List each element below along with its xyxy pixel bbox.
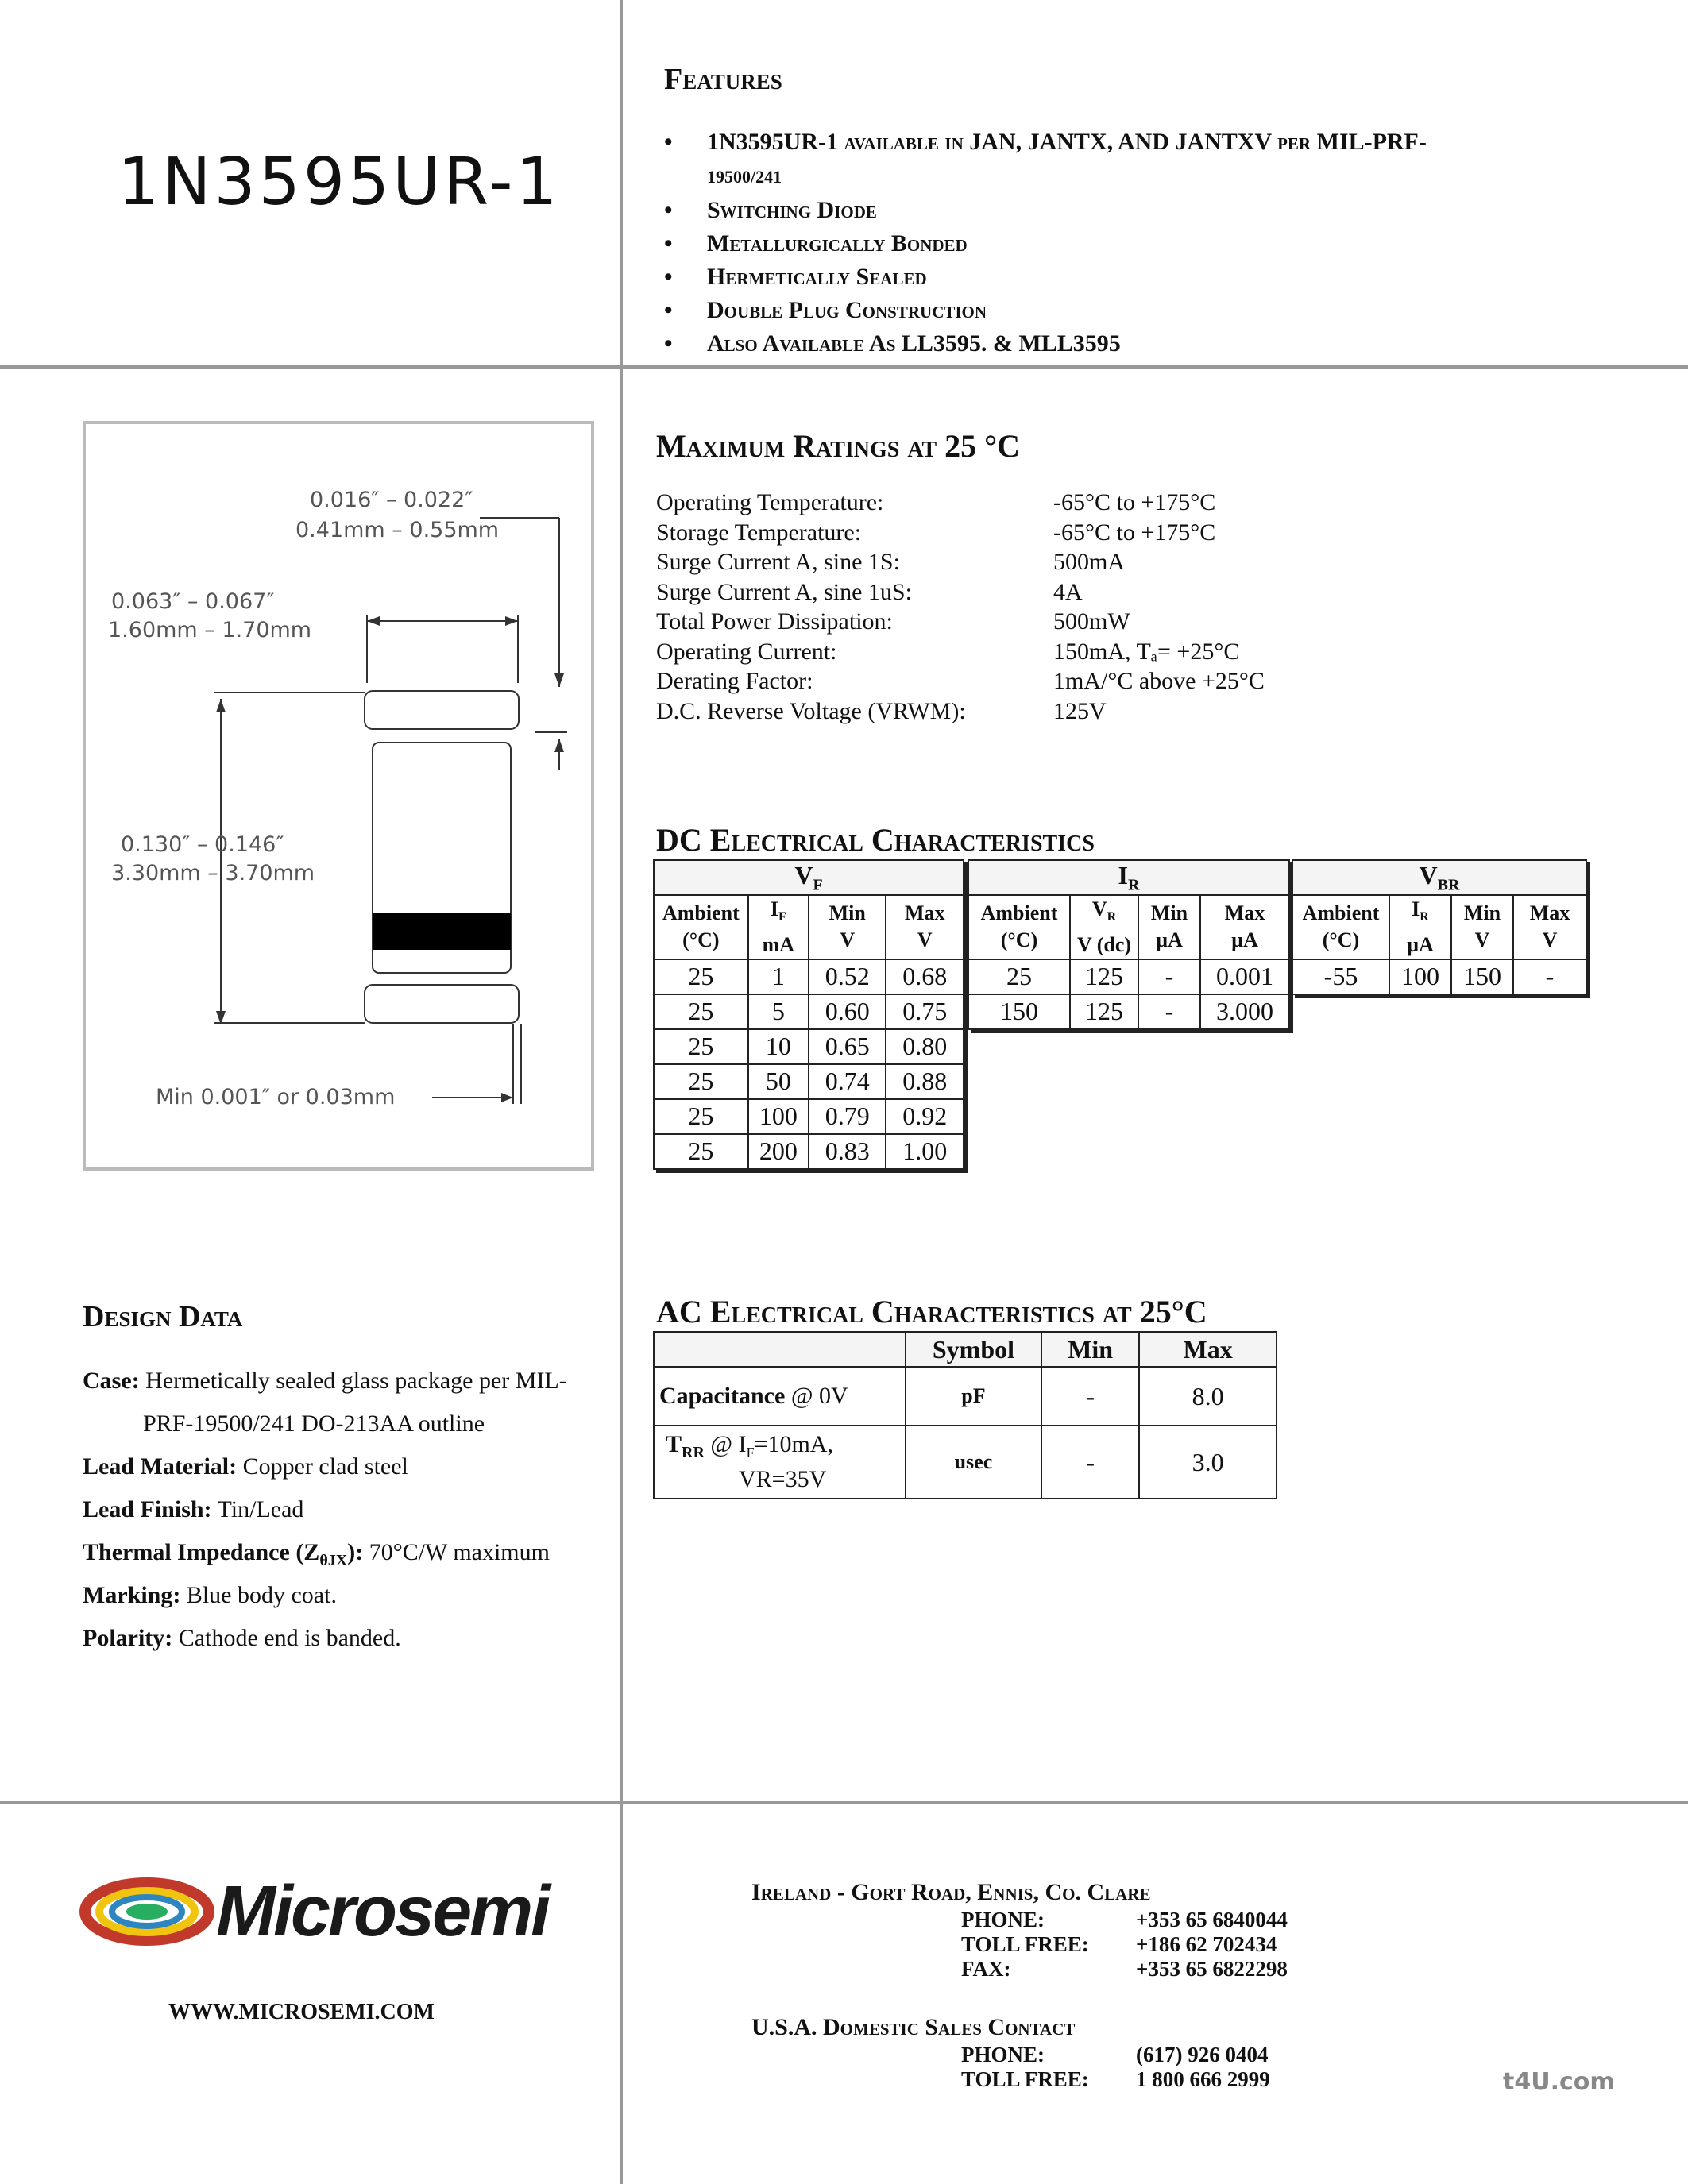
table-cell: 25 (654, 1029, 748, 1064)
col-max: Max V (886, 895, 964, 959)
table-cell: - (1513, 959, 1586, 994)
design-case-cont: PRF-19500/241 DO-213AA outline (143, 1410, 485, 1437)
feature-item: • Hermetically Sealed (664, 260, 1617, 294)
contact-label: FAX: (961, 1957, 1011, 1981)
table-cell: 0.65 (809, 1029, 886, 1064)
design-lead-finish: Lead Finish: Tin/Lead (83, 1496, 304, 1522)
table-cell: 0.68 (886, 959, 964, 994)
rating-value: 125V (1053, 697, 1107, 724)
table-row (654, 1134, 964, 1169)
table-cell: 1 (748, 959, 809, 994)
table-row (654, 994, 964, 1029)
rating-value: -65°C to +175°C (1053, 519, 1216, 546)
microsemi-logo-icon (79, 1868, 214, 1955)
table-row (1292, 959, 1586, 994)
rating-label: Operating Temperature: (656, 489, 884, 515)
dim-lead-mm: 0.41mm – 0.55mm (295, 518, 500, 542)
rating-label: Surge Current A, sine 1S: (656, 549, 900, 575)
rating-label: Surge Current A, sine 1uS: (656, 578, 912, 605)
ireland-title: Ireland - Gort Road, Ennis, Co. Clare (751, 1879, 1151, 1905)
design-title: Design Data (83, 1300, 243, 1333)
table-cell: 25 (654, 1099, 748, 1134)
table-cell: 150 (968, 994, 1070, 1029)
rating-value: -65°C to +175°C (1053, 489, 1216, 515)
table-cell: 5 (748, 994, 809, 1029)
table-cell: 3.000 (1200, 994, 1289, 1029)
rating-value: 150mA, Tₐ= +25°C (1053, 638, 1240, 665)
rating-label: D.C. Reverse Voltage (VRWM): (656, 697, 966, 724)
col-min: Min V (1451, 895, 1513, 959)
ac-min: - (1041, 1367, 1139, 1426)
dc-title: DC Electrical Characteristics (656, 822, 1095, 858)
table-row (654, 1099, 964, 1134)
rating-label: Total Power Dissipation: (656, 608, 893, 635)
part-number: 1N3595UR-1 (118, 145, 561, 220)
table-cell: - (1138, 959, 1200, 994)
col-if: $I_F$ mA (748, 895, 809, 959)
ratings-title: Maximum Ratings at 25 °C (656, 428, 1021, 464)
usa-title: U.S.A. Domestic Sales Contact (751, 2014, 1076, 2040)
rating-value: 500mA (1053, 549, 1125, 575)
contact-label: TOLL FREE: (961, 1932, 1089, 1956)
dim-gap: Min 0.001″ or 0.03mm (156, 1085, 396, 1109)
vertical-divider (620, 0, 623, 2184)
dim-len-in: 0.130″ – 0.146″ (121, 832, 284, 857)
rating-value: 1mA/°C above +25°C (1053, 668, 1265, 694)
ac-col-symbol: Symbol (906, 1332, 1041, 1367)
dim-dia-in: 0.063″ – 0.067″ (111, 589, 275, 614)
col-ambient: Ambient (°C) (968, 895, 1070, 959)
ac-symbol: usec (906, 1426, 1041, 1499)
table-cell: 125 (1070, 994, 1138, 1029)
table-row (654, 1064, 964, 1099)
contact-value: +186 62 702434 (1136, 1932, 1277, 1956)
table-cell: 25 (654, 1134, 748, 1169)
table-cell: 0.60 (809, 994, 886, 1029)
feature-item: • Metallurgically Bonded (664, 227, 1617, 260)
footer-divider (0, 1801, 1688, 1804)
table-cell: 25 (654, 994, 748, 1029)
contact-value: +353 65 6822298 (1136, 1957, 1288, 1981)
table-cell: - (1138, 994, 1200, 1029)
contact-value: +353 65 6840044 (1136, 1908, 1288, 1931)
rating-label: Operating Current: (656, 638, 837, 665)
table-cell: 0.001 (1200, 959, 1289, 994)
contact-label: TOLL FREE: (961, 2067, 1089, 2091)
ac-param-capacitance: Capacitance @ 0V (654, 1367, 906, 1426)
table-cell: 50 (748, 1064, 809, 1099)
ac-param-trr: $T_{RR}$ @ $I_F=10mA$, VR=35V (654, 1426, 906, 1499)
table-cell: 0.79 (809, 1099, 886, 1134)
contact-label: PHONE: (961, 1908, 1045, 1931)
vbr-table (1292, 859, 1587, 995)
feature-item: • Double Plug Construction (664, 294, 1617, 327)
table-cell: 25 (968, 959, 1070, 994)
ac-col-max: Max (1139, 1332, 1277, 1367)
header-divider (0, 365, 1688, 369)
table-cell: -55 (1292, 959, 1389, 994)
table-cell: 0.83 (809, 1134, 886, 1169)
table-cell: 0.74 (809, 1064, 886, 1099)
table-row (968, 959, 1289, 994)
feature-item: • Also Available As LL3595. & MLL3595 (664, 327, 1617, 361)
table-cell: 0.88 (886, 1064, 964, 1099)
table-cell: 10 (748, 1029, 809, 1064)
design-thermal: Thermal Impedance $(Z_{\theta JX})$: 70°C/W maximum (83, 1539, 550, 1569)
features-list (664, 125, 1617, 361)
features-title: Features (664, 63, 782, 96)
contact-value: (617) 926 0404 (1136, 2043, 1269, 2066)
ac-col-min: Min (1041, 1332, 1139, 1367)
col-min: Min V (809, 895, 886, 959)
table-cell: 200 (748, 1134, 809, 1169)
ac-max: 8.0 (1139, 1367, 1277, 1426)
watermark: t4U.com (1503, 2068, 1615, 2096)
rating-value: 500mW (1053, 608, 1130, 635)
ac-title: AC Electrical Characteristics at 25°C (656, 1294, 1207, 1329)
contact-value: 1 800 666 2999 (1136, 2067, 1270, 2091)
dim-dia-mm: 1.60mm – 1.70mm (108, 618, 312, 642)
table-cell: 125 (1070, 959, 1138, 994)
table-cell: 0.75 (886, 994, 964, 1029)
table-cell: 25 (654, 1064, 748, 1099)
col-max: Max V (1513, 895, 1586, 959)
col-max: Max µA (1200, 895, 1289, 959)
table-cell: 150 (1451, 959, 1513, 994)
dim-lead-in: 0.016″ – 0.022″ (310, 488, 473, 512)
vf-table (653, 859, 964, 1170)
ac-symbol: pF (906, 1367, 1041, 1426)
ir-table (968, 859, 1290, 1030)
col-ambient: Ambient (°C) (654, 895, 748, 959)
col-ir: $I_R$ µA (1389, 895, 1451, 959)
col-min: Min µA (1138, 895, 1200, 959)
design-case: Case: Hermetically sealed glass package per MIL- (83, 1368, 567, 1394)
design-lead-material: Lead Material: Copper clad steel (83, 1453, 408, 1480)
feature-item: • 1N3595UR-1 available in JAN, JANTX, AND JANTXV per MIL-PRF- 19500/241 (664, 125, 1617, 194)
design-marking: Marking: Blue body coat. (83, 1582, 337, 1608)
col-ambient: Ambient (°C) (1292, 895, 1389, 959)
ir-group-header: $I_R$ (968, 860, 1289, 895)
ac-min: - (1041, 1426, 1139, 1499)
table-cell: 0.92 (886, 1099, 964, 1134)
rating-value: 4A (1053, 578, 1083, 605)
table-cell: 25 (654, 959, 748, 994)
table-cell: 0.52 (809, 959, 886, 994)
table-cell: 0.80 (886, 1029, 964, 1064)
feature-item: • Switching Diode (664, 194, 1617, 227)
rating-label: Derating Factor: (656, 668, 813, 694)
ac-max: 3.0 (1139, 1426, 1277, 1499)
table-cell: 1.00 (886, 1134, 964, 1169)
table-cell: 100 (1389, 959, 1451, 994)
rating-label: Storage Temperature: (656, 519, 862, 546)
contact-label: PHONE: (961, 2043, 1045, 2066)
dim-len-mm: 3.30mm – 3.70mm (111, 861, 315, 886)
table-row (968, 994, 1289, 1029)
microsemi-logo-text: Microsemi (216, 1872, 549, 1951)
col-vr: $V_R$ V (dc) (1070, 895, 1138, 959)
table-row (654, 959, 964, 994)
vf-group-header: $V_F$ (654, 860, 964, 895)
vbr-group-header: $V_{BR}$ (1292, 860, 1586, 895)
ac-header-blank (654, 1332, 906, 1367)
table-cell: 100 (748, 1099, 809, 1134)
table-row (654, 1029, 964, 1064)
ac-table (653, 1331, 1277, 1499)
website-link[interactable]: WWW.MICROSEMI.COM (168, 2000, 435, 2024)
design-polarity: Polarity: Cathode end is banded. (83, 1625, 401, 1651)
